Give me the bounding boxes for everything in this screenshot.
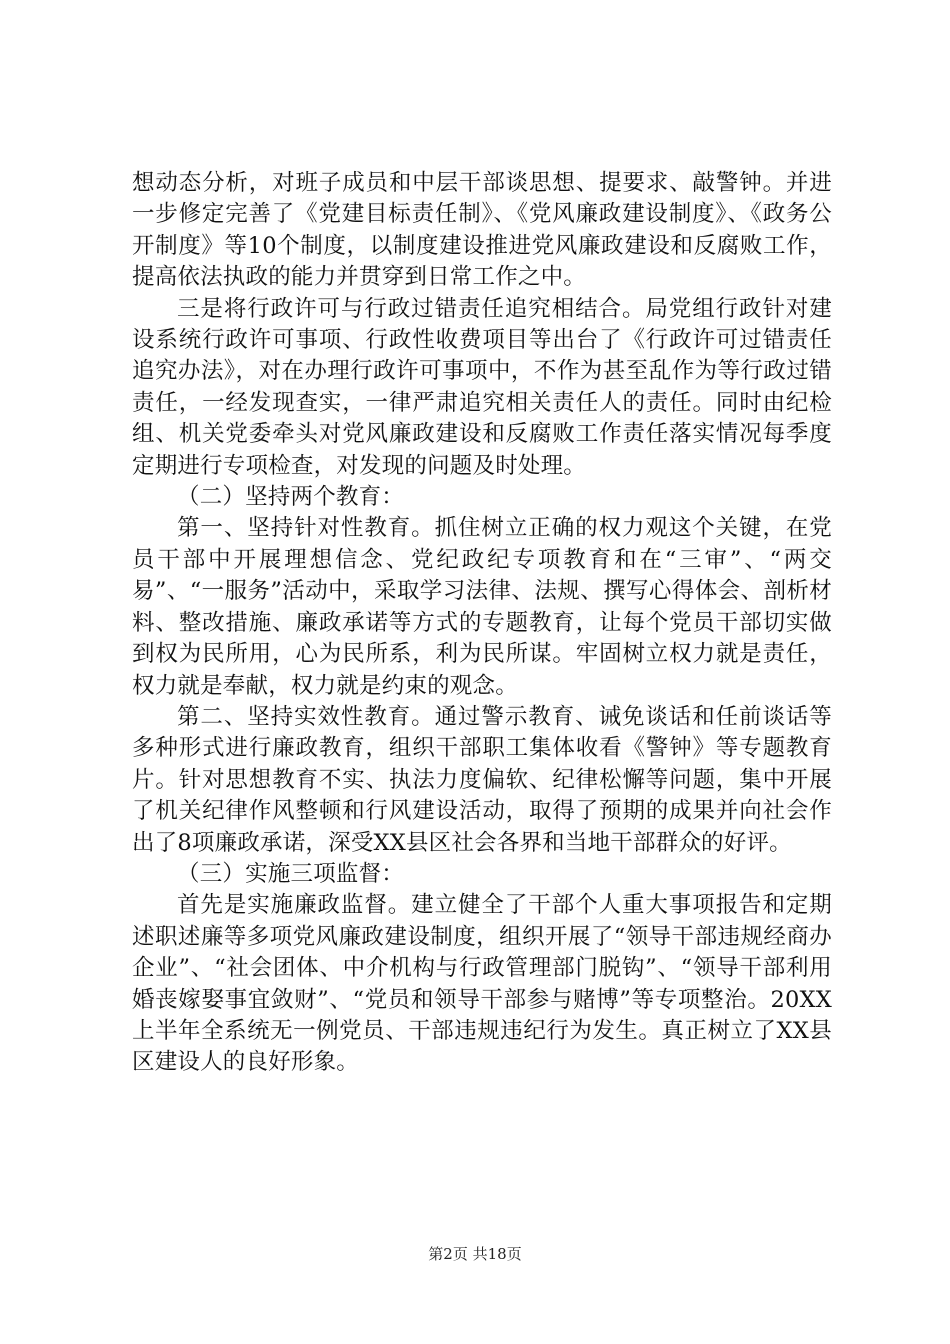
paragraph-3: 第一、坚持针对性教育。抓住树立正确的权力观这个关键，在党员干部中开展理想信念、党纪政纪专项教育和在“三审”、“两交易”、“一服务”活动中，采取学习法律、法规、撰写心得体会、剖析材料、整改措施、廉政承诺等方式的专题教育，让每个党员干部切实做到权为民所用，心为民所系，利为民所谋。牢固树立权力就是责任，权力就是奉献，权力就是约束的观念。: [132, 515, 832, 699]
section-heading-two-educations: （二）坚持两个教育：: [177, 484, 405, 511]
paragraph-5: 首先是实施廉政监督。建立健全了干部个人重大事项报告和定期述职述廉等多项党风廉政建设制度，组织开展了“领导干部违规经商办企业”、“社会团体、中介机构与行政管理部门脱钩”、“领导干部利用婚丧嫁娶事宜敛财”、“党员和领导干部参与赌博”等专项整治。20XX上半年全系统无一例党员、干部违规违纪行为发生。真正树立了XX县区建设人的良好形象。: [132, 892, 832, 1076]
page-number-footer: 第2页 共18页: [428, 1245, 522, 1263]
document-body: [132, 168, 832, 1079]
paragraph-2: 三是将行政许可与行政过错责任追究相结合。局党组行政针对建设系统行政许可事项、行政性收费项目等出台了《行政许可过错责任追究办法》，对在办理行政许可事项中，不作为甚至乱作为等行政过错责任，一经发现查实，一律严肃追究相关责任人的责任。同时由纪检组、机关党委牵头对党风廉政建设和反腐败工作责任落实情况每季度定期进行专项检查，对发现的问题及时处理。: [132, 295, 832, 479]
paragraph-4: 第二、坚持实效性教育。通过警示教育、诫免谈话和任前谈话等多种形式进行廉政教育，组织干部职工集体收看《警钟》等专题教育片。针对思想教育不实、执法力度偏软、纪律松懈等问题，集中开展了机关纪律作风整顿和行风建设活动，取得了预期的成果并向社会作出了8项廉政承诺，深受XX县区社会各界和当地干部群众的好评。: [132, 703, 832, 856]
section-heading-three-supervisions: （三）实施三项监督：: [177, 860, 405, 887]
paragraph-1: 想动态分析，对班子成员和中层干部谈思想、提要求、敲警钟。并进一步修定完善了《党建目标责任制》、《党风廉政建设制度》、《政务公开制度》等10个制度，以制度建设推进党风廉政建设和反腐败工作，提高依法执政的能力并贯穿到日常工作之中。: [132, 170, 832, 291]
